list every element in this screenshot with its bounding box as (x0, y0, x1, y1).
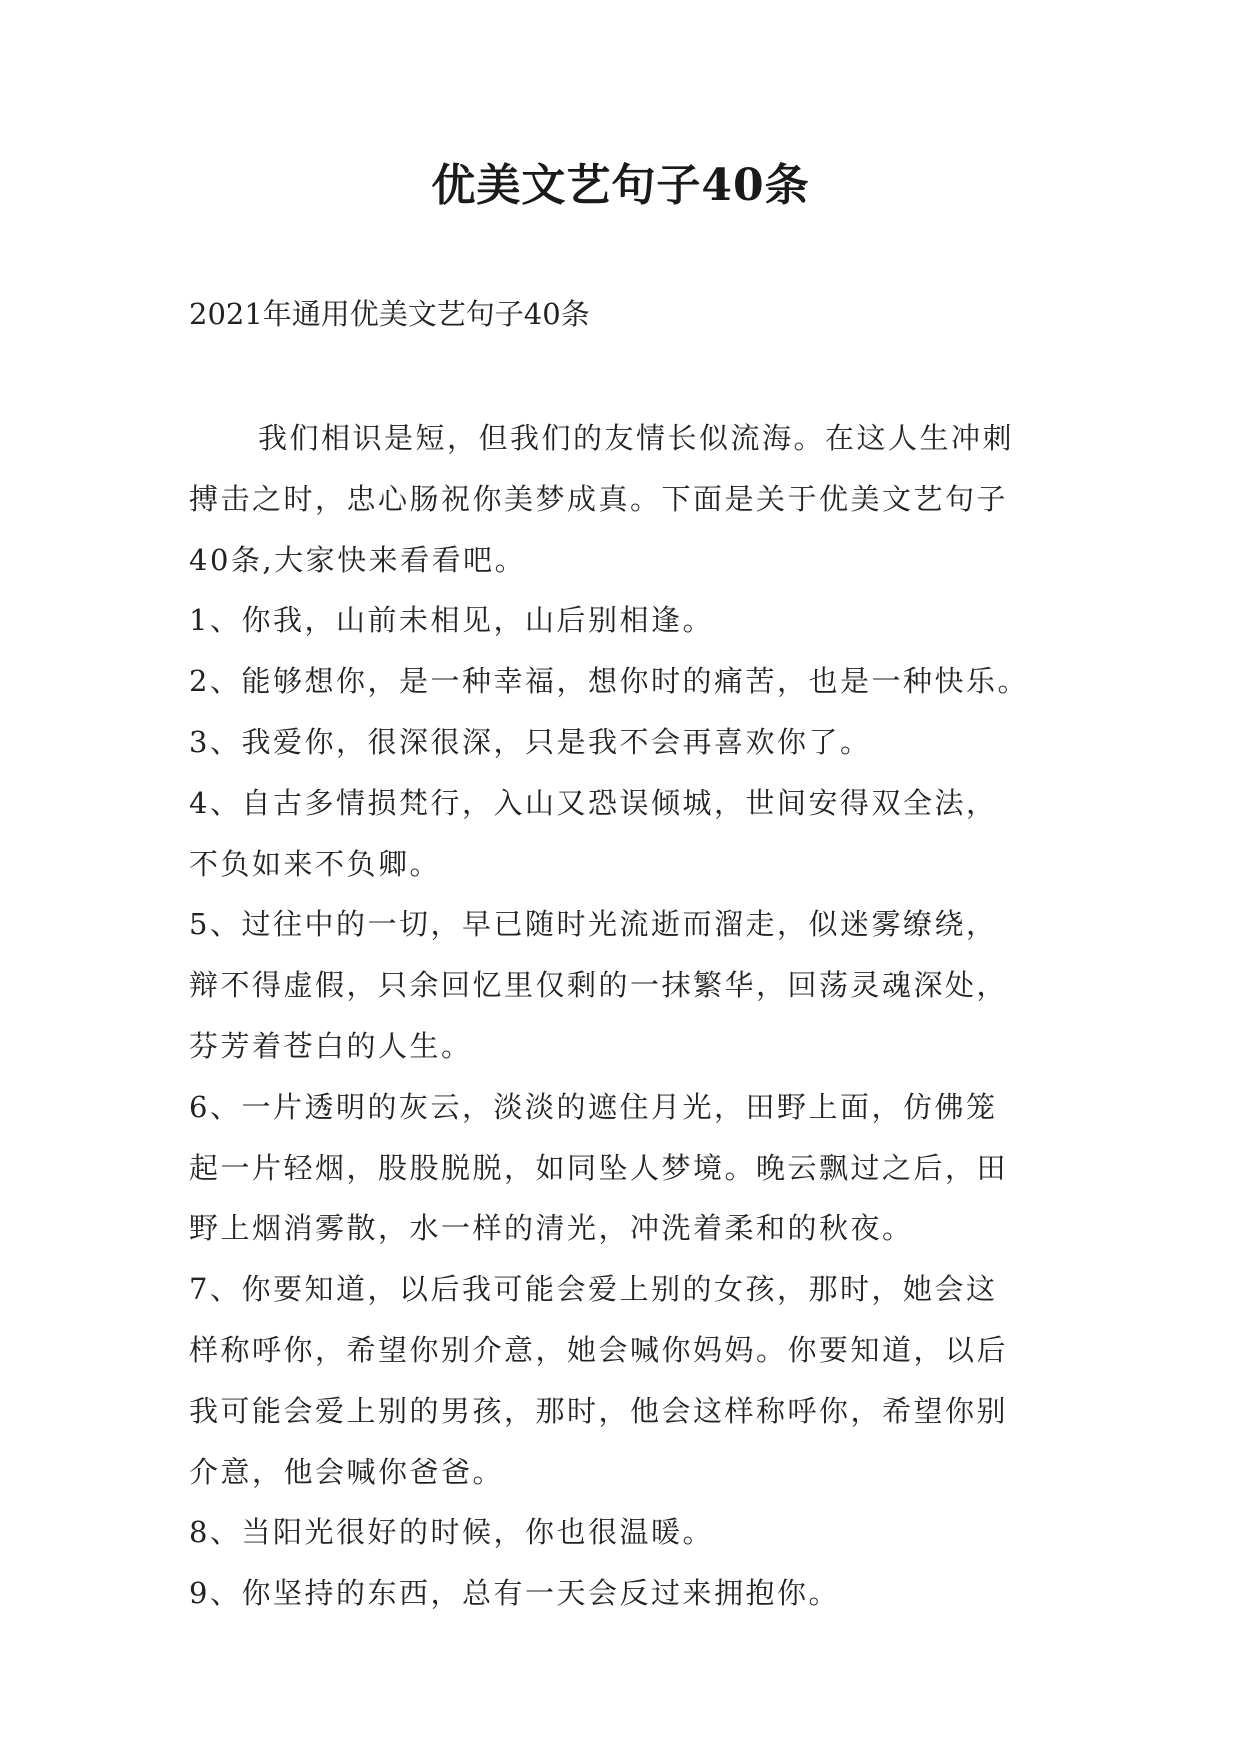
quote-line: 4、自古多情损梵行，入山又恐误倾城，世间安得双全法， (189, 785, 998, 820)
quote-line: 6、一片透明的灰云，淡淡的遮住月光，田野上面，仿佛笼 (189, 1089, 998, 1124)
quote-line: 辩不得虚假，只余回忆里仅剩的一抹繁华，回荡灵魂深处， (189, 968, 1009, 1003)
intro-paragraph-line: 搏击之时，忠心肠祝你美梦成真。下面是关于优美文艺句子 (189, 481, 1009, 516)
quote-line: 3、我爱你，很深很深，只是我不会再喜欢你了。 (189, 724, 872, 759)
document-subtitle: 2021年通用优美文艺句子40条 (189, 297, 590, 331)
intro-paragraph-line: 我们相识是短，但我们的友情长似流海。在这人生冲刺 (258, 421, 1015, 455)
quote-line: 野上烟消雾散，水一样的清光，冲洗着柔和的秋夜。 (189, 1211, 914, 1246)
quote-line: 介意，他会喊你爸爸。 (189, 1454, 505, 1489)
quote-line: 我可能会爱上别的男孩，那时，他会这样称呼你，希望你别 (189, 1393, 1009, 1428)
intro-paragraph-line: 40条,大家快来看看吧。 (189, 542, 527, 577)
document-title: 优美文艺句子40条 (431, 160, 810, 211)
quote-line: 8、当阳光很好的时候，你也很温暖。 (189, 1515, 714, 1550)
quote-line: 7、你要知道，以后我可能会爱上别的女孩，那时，她会这 (189, 1272, 998, 1307)
quote-line: 不负如来不负卿。 (189, 846, 442, 881)
quote-line: 9、你坚持的东西，总有一天会反过来拥抱你。 (189, 1576, 840, 1611)
quote-line: 样称呼你，希望你别介意，她会喊你妈妈。你要知道，以后 (189, 1332, 1009, 1367)
quote-line: 1、你我，山前未相见，山后别相逢。 (189, 603, 714, 638)
quote-line: 起一片轻烟，股股脱脱，如同坠人梦境。晚云飘过之后，田 (189, 1150, 1009, 1185)
quote-line: 2、能够想你，是一种幸福，想你时的痛苦，也是一种快乐。 (189, 664, 1029, 699)
document-body (189, 408, 1079, 1624)
quote-line: 5、过往中的一切，早已随时光流逝而溜走，似迷雾缭绕， (189, 907, 998, 942)
quote-line: 芬芳着苍白的人生。 (189, 1028, 473, 1063)
